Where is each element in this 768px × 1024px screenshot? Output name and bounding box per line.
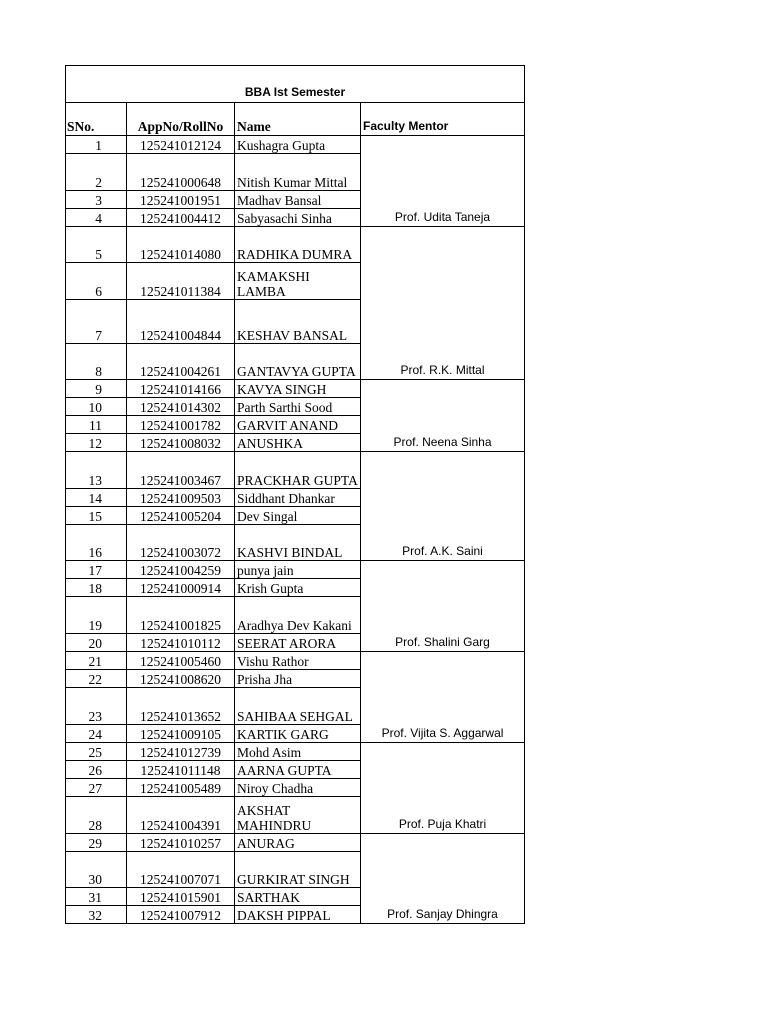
sno-cell: 32 bbox=[66, 906, 127, 924]
sno-cell: 26 bbox=[66, 761, 127, 779]
appno-cell: 125241007912 bbox=[127, 906, 235, 924]
sno-cell: 29 bbox=[66, 834, 127, 852]
appno-cell: 125241014080 bbox=[127, 227, 235, 263]
sno-cell: 15 bbox=[66, 507, 127, 525]
mentor-cell: Prof. Vijita S. Aggarwal bbox=[361, 652, 525, 743]
sno-cell: 8 bbox=[66, 344, 127, 380]
mentor-cell: Prof. Sanjay Dhingra bbox=[361, 834, 525, 924]
name-cell: ANUSHKA bbox=[235, 434, 361, 452]
name-cell: GARVIT ANAND bbox=[235, 416, 361, 434]
sno-cell: 30 bbox=[66, 852, 127, 888]
column-header-appno: AppNo/RollNo bbox=[127, 103, 235, 136]
sno-cell: 27 bbox=[66, 779, 127, 797]
appno-cell: 125241000648 bbox=[127, 154, 235, 191]
table-row bbox=[66, 561, 525, 579]
sno-cell: 2 bbox=[66, 154, 127, 191]
sno-cell: 21 bbox=[66, 652, 127, 670]
name-cell: punya jain bbox=[235, 561, 361, 579]
mentor-cell: Prof. Udita Taneja bbox=[361, 136, 525, 227]
appno-cell: 125241010112 bbox=[127, 634, 235, 652]
appno-cell: 125241011148 bbox=[127, 761, 235, 779]
name-cell: SAHIBAA SEHGAL bbox=[235, 688, 361, 725]
name-cell: SARTHAK bbox=[235, 888, 361, 906]
name-cell: SEERAT ARORA bbox=[235, 634, 361, 652]
name-cell: AKSHAT MAHINDRU bbox=[235, 797, 361, 834]
table-row bbox=[66, 834, 525, 852]
sno-cell: 9 bbox=[66, 380, 127, 398]
sno-cell: 7 bbox=[66, 300, 127, 344]
appno-cell: 125241001782 bbox=[127, 416, 235, 434]
appno-cell: 125241008620 bbox=[127, 670, 235, 688]
appno-cell: 125241005204 bbox=[127, 507, 235, 525]
appno-cell: 125241010257 bbox=[127, 834, 235, 852]
name-cell: KAMAKSHI LAMBA bbox=[235, 263, 361, 300]
name-cell: ANURAG bbox=[235, 834, 361, 852]
mentor-allocation-table bbox=[65, 65, 525, 924]
sno-cell: 22 bbox=[66, 670, 127, 688]
table-row bbox=[66, 227, 525, 263]
appno-cell: 125241003072 bbox=[127, 525, 235, 561]
sno-cell: 13 bbox=[66, 452, 127, 489]
sno-cell: 12 bbox=[66, 434, 127, 452]
appno-cell: 125241013652 bbox=[127, 688, 235, 725]
table-row bbox=[66, 452, 525, 489]
sno-cell: 3 bbox=[66, 191, 127, 209]
sno-cell: 19 bbox=[66, 597, 127, 634]
name-cell: AARNA GUPTA bbox=[235, 761, 361, 779]
appno-cell: 125241000914 bbox=[127, 579, 235, 597]
name-cell: Parth Sarthi Sood bbox=[235, 398, 361, 416]
sno-cell: 24 bbox=[66, 725, 127, 743]
sno-cell: 11 bbox=[66, 416, 127, 434]
mentor-cell: Prof. Shalini Garg bbox=[361, 561, 525, 652]
sno-cell: 14 bbox=[66, 489, 127, 507]
name-cell: Sabyasachi Sinha bbox=[235, 209, 361, 227]
appno-cell: 125241003467 bbox=[127, 452, 235, 489]
appno-cell: 125241004391 bbox=[127, 797, 235, 834]
appno-cell: 125241005489 bbox=[127, 779, 235, 797]
name-cell: Prisha Jha bbox=[235, 670, 361, 688]
sno-cell: 6 bbox=[66, 263, 127, 300]
sno-cell: 16 bbox=[66, 525, 127, 561]
name-cell: GURKIRAT SINGH bbox=[235, 852, 361, 888]
name-cell: GANTAVYA GUPTA bbox=[235, 344, 361, 380]
name-cell: KASHVI BINDAL bbox=[235, 525, 361, 561]
sno-cell: 1 bbox=[66, 136, 127, 154]
name-cell: KAVYA SINGH bbox=[235, 380, 361, 398]
column-header-mentor: Faculty Mentor bbox=[361, 103, 525, 136]
sno-cell: 20 bbox=[66, 634, 127, 652]
sno-cell: 10 bbox=[66, 398, 127, 416]
name-cell: Kushagra Gupta bbox=[235, 136, 361, 154]
table-row bbox=[66, 136, 525, 154]
appno-cell: 125241001825 bbox=[127, 597, 235, 634]
name-cell: Madhav Bansal bbox=[235, 191, 361, 209]
name-cell: PRACKHAR GUPTA bbox=[235, 452, 361, 489]
table-row bbox=[66, 743, 525, 761]
appno-cell: 125241009105 bbox=[127, 725, 235, 743]
sno-cell: 25 bbox=[66, 743, 127, 761]
mentor-cell: Prof. Puja Khatri bbox=[361, 743, 525, 834]
appno-cell: 125241011384 bbox=[127, 263, 235, 300]
header-row bbox=[66, 103, 525, 136]
table-row bbox=[66, 652, 525, 670]
sno-cell: 31 bbox=[66, 888, 127, 906]
title-row bbox=[66, 66, 525, 103]
table-row bbox=[66, 380, 525, 398]
mentor-cell: Prof. Neena Sinha bbox=[361, 380, 525, 452]
name-cell: Aradhya Dev Kakani bbox=[235, 597, 361, 634]
appno-cell: 125241015901 bbox=[127, 888, 235, 906]
appno-cell: 125241004844 bbox=[127, 300, 235, 344]
name-cell: DAKSH PIPPAL bbox=[235, 906, 361, 924]
name-cell: KESHAV BANSAL bbox=[235, 300, 361, 344]
name-cell: Vishu Rathor bbox=[235, 652, 361, 670]
appno-cell: 125241004412 bbox=[127, 209, 235, 227]
appno-cell: 125241004261 bbox=[127, 344, 235, 380]
sno-cell: 5 bbox=[66, 227, 127, 263]
name-cell: KARTIK GARG bbox=[235, 725, 361, 743]
name-cell: Siddhant Dhankar bbox=[235, 489, 361, 507]
column-header-sno: SNo. bbox=[66, 103, 127, 136]
sno-cell: 18 bbox=[66, 579, 127, 597]
appno-cell: 125241012739 bbox=[127, 743, 235, 761]
appno-cell: 125241008032 bbox=[127, 434, 235, 452]
appno-cell: 125241005460 bbox=[127, 652, 235, 670]
appno-cell: 125241012124 bbox=[127, 136, 235, 154]
name-cell: Mohd Asim bbox=[235, 743, 361, 761]
appno-cell: 125241014166 bbox=[127, 380, 235, 398]
mentor-cell: Prof. R.K. Mittal bbox=[361, 227, 525, 380]
appno-cell: 125241001951 bbox=[127, 191, 235, 209]
name-cell: Niroy Chadha bbox=[235, 779, 361, 797]
sno-cell: 17 bbox=[66, 561, 127, 579]
mentor-cell: Prof. A.K. Saini bbox=[361, 452, 525, 561]
appno-cell: 125241014302 bbox=[127, 398, 235, 416]
sno-cell: 28 bbox=[66, 797, 127, 834]
name-cell: RADHIKA DUMRA bbox=[235, 227, 361, 263]
appno-cell: 125241004259 bbox=[127, 561, 235, 579]
appno-cell: 125241009503 bbox=[127, 489, 235, 507]
name-cell: Dev Singal bbox=[235, 507, 361, 525]
appno-cell: 125241007071 bbox=[127, 852, 235, 888]
name-cell: Krish Gupta bbox=[235, 579, 361, 597]
table-title: BBA Ist Semester bbox=[66, 66, 525, 103]
sno-cell: 4 bbox=[66, 209, 127, 227]
name-cell: Nitish Kumar Mittal bbox=[235, 154, 361, 191]
sno-cell: 23 bbox=[66, 688, 127, 725]
column-header-name: Name bbox=[235, 103, 361, 136]
